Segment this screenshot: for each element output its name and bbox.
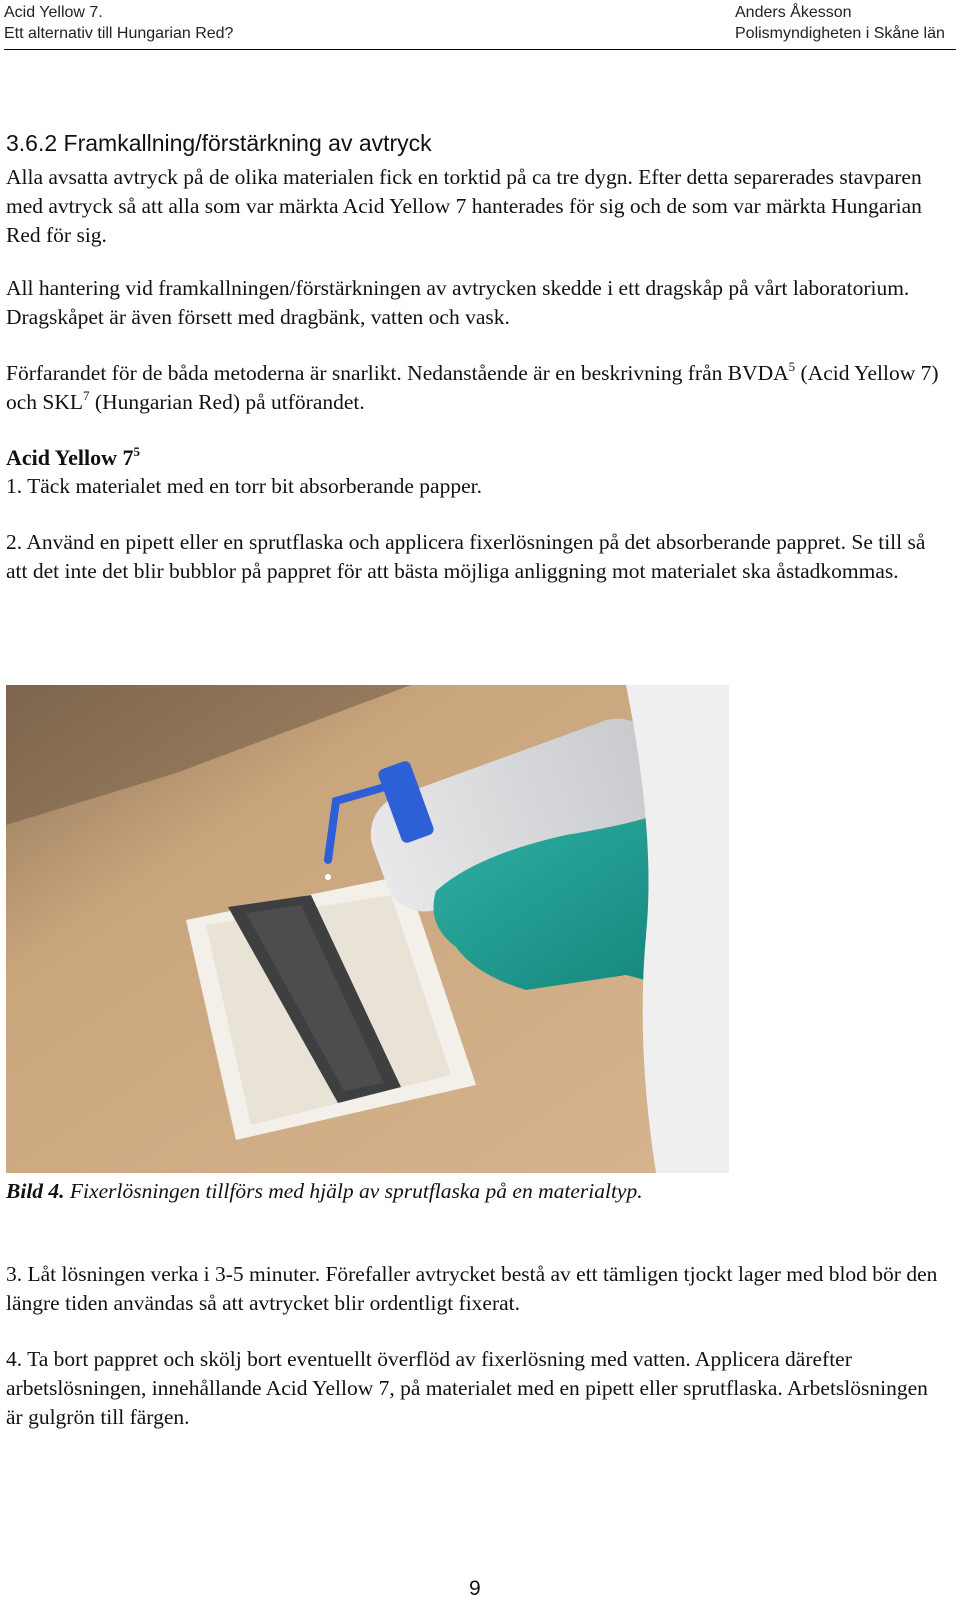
- header-author: Anders Åkesson: [735, 4, 852, 21]
- subheading-acid-yellow: [6, 443, 140, 472]
- running-header-right: [735, 2, 945, 44]
- procedure-text-a: Förfarandet för de båda metoderna är snarlikt. Nedanstående är en beskrivning från BVDA: [6, 361, 789, 385]
- paragraph-procedure: [6, 359, 946, 417]
- running-header-left: [4, 2, 233, 44]
- step-4: 4. Ta bort pappret och skölj bort eventuellt överflöd av fixerlösning med vatten. Applicera därefter arbetslösningen, innehållande Acid Yellow 7, på materialet med en pipett eller sprutflaska. Arbetslösningen är gulgrön till färgen.: [6, 1347, 928, 1429]
- footnote-ref-7: 7: [83, 388, 90, 403]
- subheading-footnote-ref: 5: [133, 444, 141, 459]
- header-divider: [4, 49, 956, 50]
- subheading-text: Acid Yellow 7: [6, 445, 134, 470]
- paragraph-fume-hood: All hantering vid framkallningen/förstärkningen av avtrycken skedde i ett dragskåp på vårt laboratorium. Dragskåpet är även försett med dragbänk, vatten och vask.: [6, 276, 910, 329]
- figure-label: Bild 4.: [6, 1179, 65, 1203]
- procedure-text-c: (Hungarian Red) på utförandet.: [89, 390, 365, 414]
- figure-caption-text: Fixerlösningen tillförs med hjälp av sprutflaska på en materialtyp.: [64, 1179, 643, 1203]
- header-subtitle: Ett alternativ till Hungarian Red?: [4, 25, 234, 42]
- paragraph-drying: Alla avsatta avtryck på de olika materialen fick en torktid på ca tre dygn. Efter detta separerades stavparen med avtryck så att alla som var märkta Acid Yellow 7 hanterades för sig och de som var märkta Hungarian Red för sig.: [6, 165, 922, 247]
- figure-photo: [6, 685, 729, 1173]
- page-number: 9: [469, 1577, 481, 1600]
- step-1: 1. Täck materialet med en torr bit absorberande papper.: [6, 474, 482, 498]
- step-3: 3. Låt lösningen verka i 3-5 minuter. Förefaller avtrycket bestå av ett tämligen tjockt lager med blod bör den längre tiden användas så att avtrycket blir ordentligt fixerat.: [6, 1262, 938, 1315]
- figure-caption: [6, 1177, 643, 1206]
- header-organization: Polismyndigheten i Skåne län: [735, 25, 945, 42]
- footnote-ref-5: 5: [788, 359, 796, 374]
- header-title: Acid Yellow 7.: [4, 4, 103, 21]
- procedure-text-b: (Acid Yellow 7) och SKL: [6, 361, 939, 414]
- section-title: 3.6.2 Framkallning/förstärkning av avtryck: [6, 130, 432, 156]
- step-2: 2. Använd en pipett eller en sprutflaska och applicera fixerlösningen på det absorberande pappret. Se till så att det inte det blir bubblor på pappret för att bästa möjliga anliggning mot materialet ska åstadkommas.: [6, 530, 926, 583]
